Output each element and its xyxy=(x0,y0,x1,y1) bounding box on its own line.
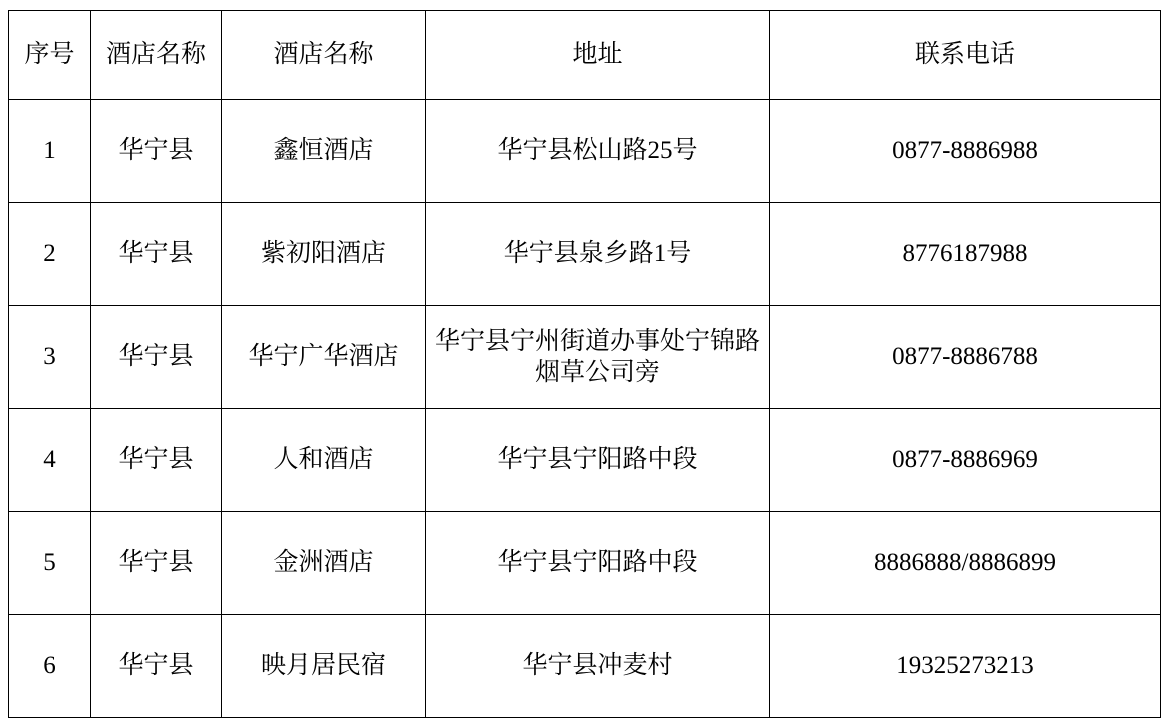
cell-index: 1 xyxy=(9,100,91,203)
cell-phone: 0877-8886969 xyxy=(770,409,1161,512)
cell-address: 华宁县宁州街道办事处宁锦路烟草公司旁 xyxy=(426,306,770,409)
cell-hotel-name: 映月居民宿 xyxy=(222,615,426,718)
column-header-address: 地址 xyxy=(426,11,770,100)
table-header-row xyxy=(9,11,1161,100)
column-header-phone: 联系电话 xyxy=(770,11,1161,100)
cell-address: 华宁县宁阳路中段 xyxy=(426,512,770,615)
cell-region: 华宁县 xyxy=(91,615,222,718)
cell-address: 华宁县冲麦村 xyxy=(426,615,770,718)
cell-hotel-name: 鑫恒酒店 xyxy=(222,100,426,203)
cell-index: 5 xyxy=(9,512,91,615)
cell-region: 华宁县 xyxy=(91,203,222,306)
cell-index: 4 xyxy=(9,409,91,512)
cell-index: 2 xyxy=(9,203,91,306)
table-row xyxy=(9,306,1161,409)
table-row xyxy=(9,615,1161,718)
cell-phone: 0877-8886788 xyxy=(770,306,1161,409)
cell-index: 3 xyxy=(9,306,91,409)
cell-address: 华宁县泉乡路1号 xyxy=(426,203,770,306)
table-body xyxy=(9,100,1161,718)
table-row xyxy=(9,409,1161,512)
cell-hotel-name: 华宁广华酒店 xyxy=(222,306,426,409)
cell-hotel-name: 紫初阳酒店 xyxy=(222,203,426,306)
cell-address: 华宁县松山路25号 xyxy=(426,100,770,203)
cell-phone: 8886888/8886899 xyxy=(770,512,1161,615)
column-header-hotel-name: 酒店名称 xyxy=(222,11,426,100)
cell-hotel-name: 人和酒店 xyxy=(222,409,426,512)
hotel-table xyxy=(8,10,1161,718)
cell-index: 6 xyxy=(9,615,91,718)
cell-region: 华宁县 xyxy=(91,100,222,203)
cell-phone: 0877-8886988 xyxy=(770,100,1161,203)
cell-address: 华宁县宁阳路中段 xyxy=(426,409,770,512)
cell-region: 华宁县 xyxy=(91,409,222,512)
cell-phone: 19325273213 xyxy=(770,615,1161,718)
table-header xyxy=(9,11,1161,100)
cell-region: 华宁县 xyxy=(91,306,222,409)
table-row xyxy=(9,512,1161,615)
cell-hotel-name: 金洲酒店 xyxy=(222,512,426,615)
cell-phone: 8776187988 xyxy=(770,203,1161,306)
column-header-region: 酒店名称 xyxy=(91,11,222,100)
table-row xyxy=(9,203,1161,306)
column-header-index: 序号 xyxy=(9,11,91,100)
document-page xyxy=(0,10,1170,724)
table-row xyxy=(9,100,1161,203)
cell-region: 华宁县 xyxy=(91,512,222,615)
